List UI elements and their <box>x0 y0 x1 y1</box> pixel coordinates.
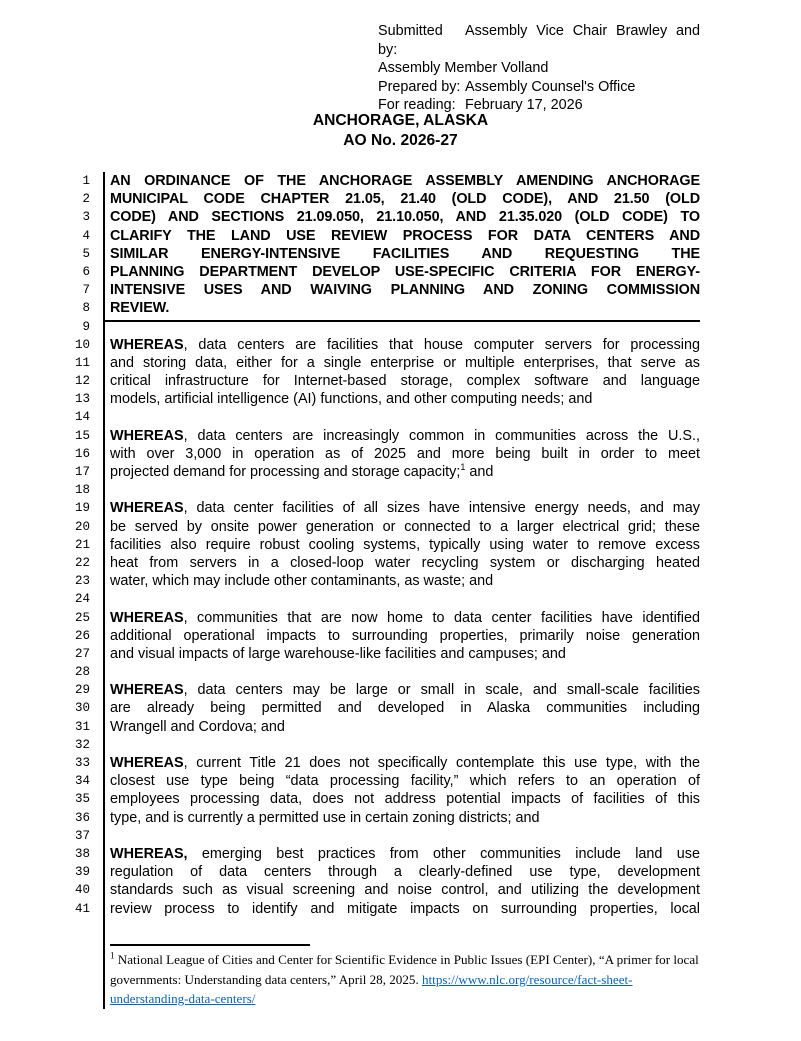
header-row <box>378 22 700 59</box>
line-text <box>110 354 700 372</box>
line-text <box>110 590 700 608</box>
line-number: 12 <box>74 374 90 389</box>
line-text <box>110 499 700 517</box>
body-line <box>0 499 801 517</box>
line-text <box>110 881 700 899</box>
text-segment: and storing data, either for a single enterprise or multiple enterprises, that serve as <box>110 354 700 371</box>
line-text <box>110 900 700 918</box>
line-text <box>110 336 700 354</box>
line-text <box>110 208 700 226</box>
ordinance-body <box>0 172 801 918</box>
line-text <box>110 554 700 572</box>
text-segment: , data centers are increasingly common in communities across the U.S., <box>183 427 700 444</box>
line-number: 33 <box>74 756 90 770</box>
body-line <box>0 408 801 426</box>
text-segment: Wrangell and Cordova; and <box>110 718 285 735</box>
body-line <box>0 427 801 445</box>
line-number: 23 <box>74 574 90 589</box>
line-number: 20 <box>74 519 90 534</box>
body-line <box>0 445 801 463</box>
title-ao-number: AO No. 2026-27 <box>343 132 458 149</box>
line-number: 17 <box>74 465 90 479</box>
line-text <box>110 827 700 845</box>
footnote-reference-superscript: 1 <box>110 950 115 961</box>
body-line <box>0 208 801 226</box>
header-row <box>378 78 700 97</box>
line-text <box>110 736 700 754</box>
footnote-separator-rule <box>110 944 310 946</box>
line-number: 3 <box>82 210 90 225</box>
text-segment: MUNICIPAL CODE CHAPTER 21.05, 21.40 (OLD CODE), AND 21.50 (OLD <box>110 191 700 208</box>
header-value: February 17, 2026 <box>465 97 583 114</box>
line-number: 34 <box>74 774 90 789</box>
line-number: 13 <box>74 392 90 407</box>
line-number: 9 <box>82 319 90 334</box>
text-segment: WHEREAS <box>110 682 184 699</box>
line-number: 4 <box>82 228 90 243</box>
text-segment: INTENSIVE USES AND WAIVING PLANNING AND ZONING COMMISSION <box>110 282 700 299</box>
text-segment: facilities also require robust cooling systems, typically using water to remove excess <box>110 536 700 553</box>
line-text <box>110 627 700 645</box>
footnote-link[interactable]: https://www.nlc.org/resource/fact-sheet-understanding-data-centers/ <box>110 971 633 1007</box>
body-line <box>0 772 801 790</box>
body-line <box>0 190 801 208</box>
line-number: 28 <box>74 665 90 680</box>
footnote-reference-superscript: 1 <box>460 462 466 473</box>
text-segment: and <box>465 464 494 480</box>
line-text <box>110 572 700 590</box>
body-line <box>0 863 801 881</box>
body-line <box>0 281 801 299</box>
text-segment: WHEREAS <box>110 755 184 771</box>
line-number: 37 <box>74 828 90 843</box>
header-label: For reading: <box>378 97 456 114</box>
body-line <box>0 172 801 190</box>
line-number: 29 <box>74 683 90 698</box>
body-line <box>0 227 801 245</box>
body-line <box>0 645 801 663</box>
text-segment: emerging best practices from other communities include land use <box>187 845 700 862</box>
line-number: 18 <box>74 483 90 498</box>
body-line <box>0 336 801 354</box>
text-segment: National League of Cities and Center for Scientific Evidence in Public Issues (EPI Center), “A primer for local governments: Understanding data centers,” April 28, 2025. <box>110 952 699 987</box>
line-text <box>110 318 700 336</box>
text-segment: be served by onsite power generation or connected to a larger electrical grid; these <box>110 518 700 535</box>
text-segment: with over 3,000 in operation as of 2025 and more being built in order to meet <box>110 445 700 462</box>
text-segment: regulation of data centers through a clearly-defined use type, development <box>110 864 700 881</box>
body-line <box>0 845 801 863</box>
body-line <box>0 463 801 481</box>
body-line <box>0 900 801 918</box>
line-text <box>110 536 700 554</box>
line-text <box>110 445 700 463</box>
text-segment: REVIEW. <box>110 300 170 317</box>
line-number: 35 <box>74 792 90 807</box>
line-number: 6 <box>82 264 90 279</box>
body-line <box>0 354 801 372</box>
text-segment: WHEREAS <box>110 336 184 353</box>
text-segment: , communities that are now home to data center facilities have identified <box>183 609 700 626</box>
header-value: Assembly Vice Chair Brawley and <box>465 23 700 39</box>
line-text <box>110 699 700 717</box>
line-number: 7 <box>82 283 90 298</box>
line-number: 5 <box>82 246 90 261</box>
text-segment: models, artificial intelligence (AI) functions, and other computing needs; and <box>110 391 593 408</box>
body-line <box>0 372 801 390</box>
line-text <box>110 518 700 536</box>
body-line <box>0 590 801 608</box>
body-line <box>0 718 801 736</box>
text-segment: critical infrastructure for Internet-based storage, complex software and language <box>110 373 700 390</box>
text-segment: heat from servers in a closed-loop water recycling system or discharging heated <box>110 554 700 571</box>
line-number: 21 <box>74 537 90 552</box>
line-number: 10 <box>74 337 90 352</box>
body-line <box>0 481 801 499</box>
line-text <box>110 427 700 445</box>
title-city: ANCHORAGE, ALASKA <box>312 112 489 129</box>
text-segment: WHEREAS <box>110 609 184 626</box>
body-line <box>0 681 801 699</box>
text-segment: projected demand for processing and storage capacity; <box>110 464 461 480</box>
line-number: 15 <box>74 428 90 443</box>
text-segment: water, which may include other contaminants, as waste; and <box>110 573 494 590</box>
text-segment: CLARIFY THE LAND USE REVIEW PROCESS FOR DATA CENTERS AND <box>110 227 700 244</box>
line-text <box>110 754 700 772</box>
document-title <box>0 111 801 151</box>
line-number: 24 <box>74 592 90 607</box>
line-number: 25 <box>74 610 90 625</box>
line-number: 11 <box>74 355 90 370</box>
text-segment: additional operational impacts to surrounding properties, primarily noise generation <box>110 627 700 644</box>
line-number: 14 <box>74 410 90 425</box>
text-segment: SIMILAR ENERGY-INTENSIVE FACILITIES AND REQUESTING THE <box>110 245 700 262</box>
text-segment: review process to identify and mitigate impacts on surrounding properties, local <box>110 900 700 917</box>
line-text <box>110 172 700 190</box>
body-line <box>0 627 801 645</box>
line-text <box>110 809 700 827</box>
body-line <box>0 809 801 827</box>
text-segment: , data centers are facilities that house computer servers for processing <box>183 336 700 353</box>
text-segment: closest use type being “data processing facility,” which refers to an operation of <box>110 773 700 790</box>
body-line <box>0 299 801 317</box>
body-line <box>0 736 801 754</box>
line-text <box>110 463 700 481</box>
body-line <box>0 790 801 808</box>
line-text <box>110 190 700 208</box>
line-text <box>110 372 700 390</box>
line-number: 22 <box>74 555 90 570</box>
line-number: 26 <box>74 628 90 643</box>
body-line <box>0 881 801 899</box>
text-segment: PLANNING DEPARTMENT DEVELOP USE-SPECIFIC CRITERIA FOR ENERGY- <box>110 263 700 280</box>
line-text <box>110 790 700 808</box>
line-number: 40 <box>74 883 90 898</box>
body-line <box>0 318 801 336</box>
header-row <box>378 59 700 78</box>
line-number: 41 <box>74 901 90 916</box>
line-number: 16 <box>74 446 90 461</box>
line-text <box>110 299 700 317</box>
body-line <box>0 663 801 681</box>
text-segment: are already being permitted and developed in Alaska communities including <box>110 700 700 717</box>
submission-header <box>378 22 700 115</box>
line-text <box>110 681 700 699</box>
body-line <box>0 699 801 717</box>
line-number: 8 <box>82 301 90 316</box>
line-number: 19 <box>74 501 90 516</box>
line-text <box>110 390 700 408</box>
line-text <box>110 481 700 499</box>
line-number: 38 <box>74 846 90 861</box>
line-number: 31 <box>74 719 90 734</box>
line-text <box>110 281 700 299</box>
line-text <box>110 245 700 263</box>
body-line <box>0 554 801 572</box>
text-segment: , current Title 21 does not specifically contemplate this use type, with the <box>183 755 700 771</box>
body-line <box>0 536 801 554</box>
line-text <box>110 863 700 881</box>
line-text <box>110 772 700 790</box>
footnote <box>110 950 706 1009</box>
line-text <box>110 663 700 681</box>
line-text <box>110 645 700 663</box>
text-segment: type, and is currently a permitted use in certain zoning districts; and <box>110 809 540 826</box>
body-line <box>0 827 801 845</box>
text-segment: WHEREAS, <box>110 845 188 862</box>
body-line <box>0 245 801 263</box>
text-segment: WHEREAS <box>110 500 184 517</box>
line-number: 27 <box>74 646 90 661</box>
text-segment: AN ORDINANCE OF THE ANCHORAGE ASSEMBLY AMENDING ANCHORAGE <box>110 173 700 189</box>
line-text <box>110 408 700 426</box>
text-segment: WHEREAS <box>110 427 184 444</box>
text-segment: and visual impacts of large warehouse-like facilities and campuses; and <box>110 645 566 662</box>
line-text <box>110 845 700 863</box>
header-value: Assembly Member Volland <box>378 60 549 77</box>
line-number: 30 <box>74 701 90 716</box>
body-line <box>0 518 801 536</box>
text-segment: , data center facilities of all sizes have intensive energy needs, and may <box>183 500 700 517</box>
line-number: 1 <box>82 174 90 188</box>
line-number: 2 <box>82 192 90 207</box>
line-text <box>110 609 700 627</box>
body-line <box>0 390 801 408</box>
line-text <box>110 263 700 281</box>
body-line <box>0 572 801 590</box>
body-line <box>0 609 801 627</box>
line-number: 39 <box>74 865 90 880</box>
line-text <box>110 718 700 736</box>
line-number: 32 <box>74 737 90 752</box>
text-segment: CODE) AND SECTIONS 21.09.050, 21.10.050, AND 21.35.020 (OLD CODE) TO <box>110 209 700 226</box>
body-line <box>0 754 801 772</box>
body-line <box>0 263 801 281</box>
line-text <box>110 227 700 245</box>
header-label: Submitted by: <box>378 23 443 58</box>
header-value: Assembly Counsel's Office <box>465 78 636 95</box>
text-segment: standards such as visual screening and noise control, and utilizing the development <box>110 882 700 899</box>
text-segment: employees processing data, does not address potential impacts of facilities of this <box>110 791 700 808</box>
line-number: 36 <box>74 810 90 825</box>
text-segment: , data centers may be large or small in scale, and small-scale facilities <box>183 682 700 699</box>
header-label: Prepared by: <box>378 78 461 95</box>
